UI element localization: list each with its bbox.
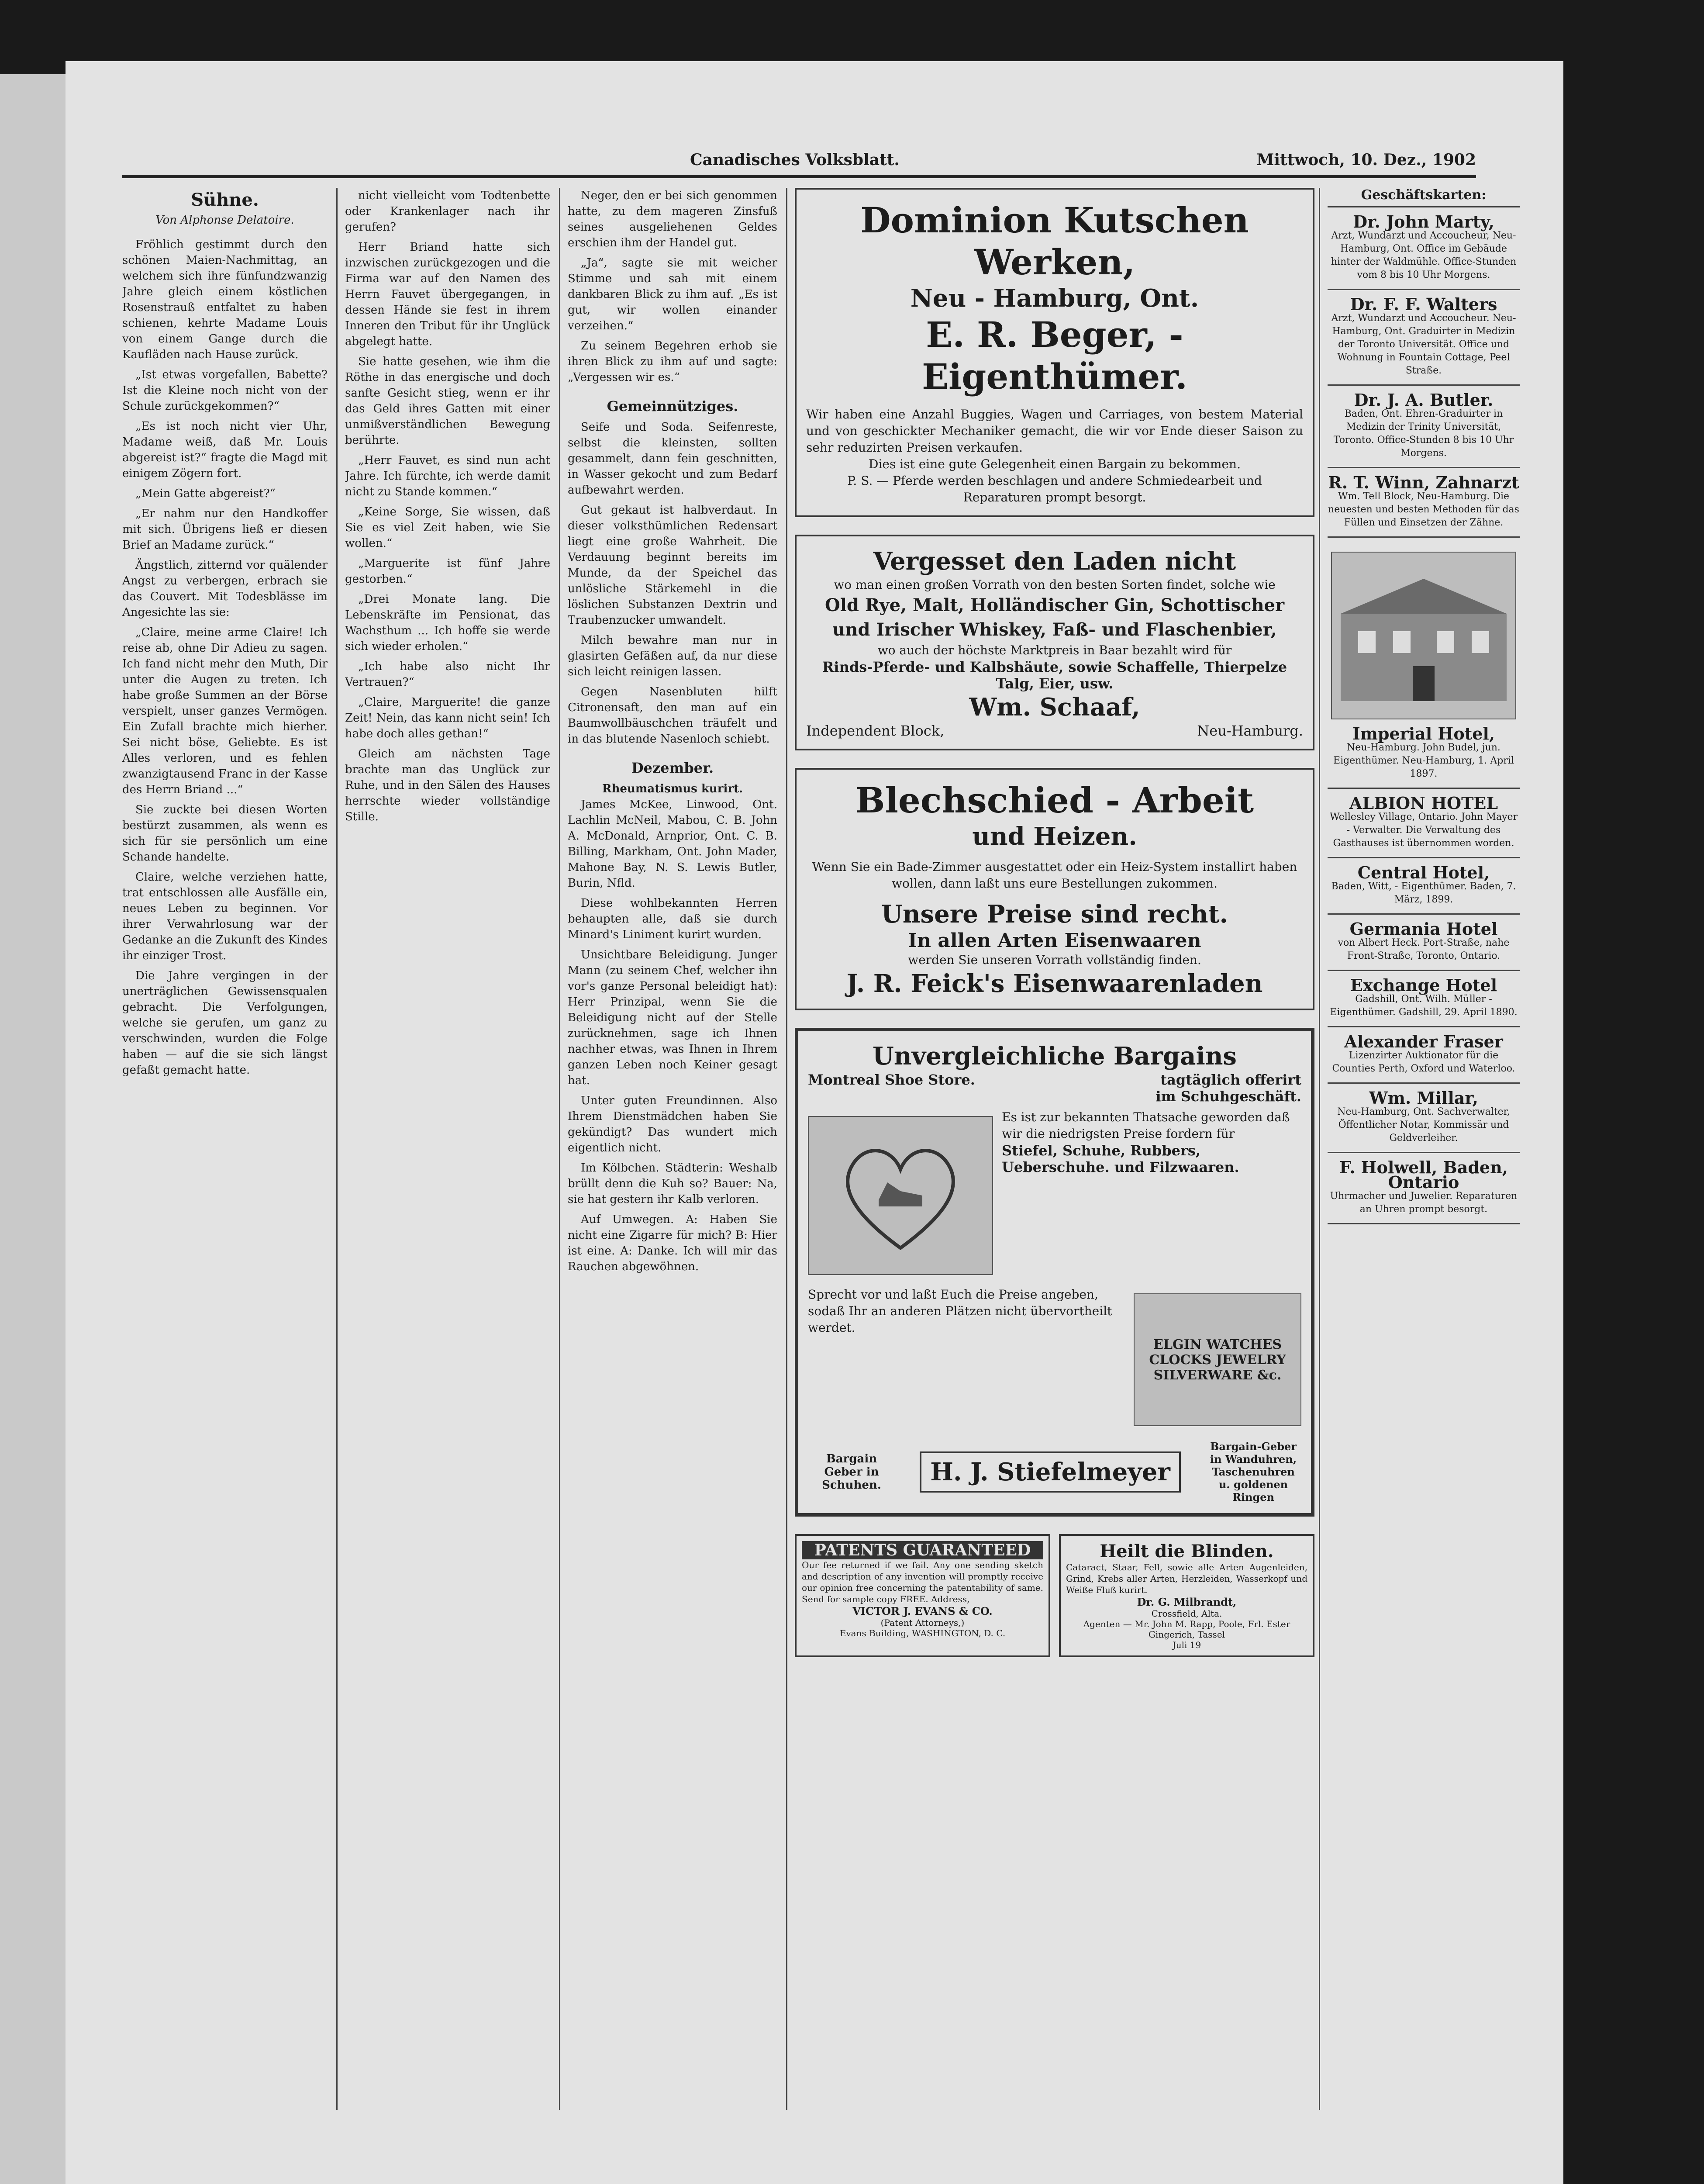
humor-paragraph: Auf Umwegen. A: Haben Sie nicht eine Zigarre für mich? B: Hier ist eine. A: Danke. Ich will mir das Rauchen abgewöhnen. (568, 1213, 777, 1273)
story-column (122, 188, 328, 2110)
story-paragraph: Die Jahre vergingen in der unerträglichen Gewissensqualen gebracht. Die Verfolgungen, welche sie gerufen, um ganz zu verschwinden, wurden die Folge haben — auf die sie sich längst gefaßt gemacht hatte. (122, 969, 328, 1077)
ad-date: Juli 19 (1172, 1640, 1201, 1650)
column-rule (336, 188, 338, 2110)
story-paragraph: Neger, den er bei sich genommen hatte, zu dem mageren Zinsfuß seines ausgeliehenen Geldes erschien ihm der Handel gut. (568, 189, 777, 249)
business-card (1328, 207, 1520, 290)
story-paragraph: Ängstlich, zitternd vor quälender Angst zu verbergen, erbrach sie das Couvert. Mit Todesblässe im Angesichte las sie: (122, 559, 328, 619)
ad-goods: Stiefel, Schuhe, Rubbers, Ueberschuhe. und Filzwaaren. (1002, 1142, 1239, 1175)
card-name: ALBION HOTEL (1349, 793, 1498, 813)
business-card (1328, 858, 1520, 915)
story-paragraph: Zu seinem Begehren erhob sie ihren Blick zu ihm auf und sagte: „Vergessen wir es.“ (568, 339, 777, 384)
rheumatism-text: Diese wohlbekannten Herren behaupten alle, daß sie durch Minard's Liniment kurirt wurden. (568, 897, 777, 941)
card-name: F. Holwell, Baden, Ontario (1339, 1158, 1508, 1192)
business-card (1328, 1153, 1520, 1224)
useful-paragraph: Gut gekaut ist halbverdaut. In dieser volksthümlichen Redensart liegt eine große Wahrheit. Die Verdauung beginnt bereits im Munde, da der Speichel das unlösliche Stärkemehl in die löslichen Substanzen Dextrin und Traubenzucker umwandelt. (568, 504, 777, 627)
ad-left-label: Bargain Geber in Schuhen. (822, 1452, 881, 1492)
ad-agent-note: (Patent Attorneys,) (880, 1617, 965, 1628)
ad-place: Crossfield, Alta. (1151, 1608, 1222, 1619)
card-text: Wellesley Village, Ontario. John Mayer - Verwalter. Die Verwaltung des Gasthauses ist übernommen worden. (1329, 812, 1518, 849)
ad-place: Neu - Hamburg, Ont. (910, 284, 1199, 313)
story-paragraph: Herr Briand hatte sich inzwischen zurückgezogen und die Firma war auf den Namen des Herrn Fauvet übergegangen, in dessen Hände sie fest in ihrem Inneren den Tribut für ihr Unglück abgelegt hatte. (345, 241, 550, 348)
ad-title: Vergesset den Laden nicht (873, 547, 1236, 576)
story-paragraph: „Mein Gatte abgereist?“ (135, 487, 276, 500)
issue-date: Mittwoch, 10. Dez., 1902 (1256, 151, 1476, 169)
story-paragraph: „Marguerite ist fünf Jahre gestorben.“ (345, 557, 550, 586)
story-title: Sühne. (191, 190, 259, 210)
card-name: Dr. J. A. Butler. (1354, 390, 1494, 410)
elgin-watch-illustration: ELGIN WATCHES CLOCKS JEWELRY SILVERWARE &c. (1134, 1293, 1301, 1426)
ad-blinden (1059, 1534, 1314, 1657)
story-column-2 (345, 188, 550, 2110)
business-card (1328, 468, 1520, 538)
business-card (1328, 538, 1520, 789)
card-name: Exchange Hotel (1350, 975, 1497, 995)
business-directory (1328, 188, 1520, 1224)
masthead (122, 149, 1476, 178)
paper-name: Canadisches Volksblatt. (690, 151, 900, 169)
story-paragraph: Fröhlich gestimmt durch den schönen Maien-Nachmittag, an welchem sich ihre fünfundzwanzig Jahre gleich einem köstlichen Rosenstrauß entfaltet zu haben schienen, kehrte Madame Louis von einem Gange durch die Kaufläden nach Hause zurück. (122, 238, 328, 361)
ad-title: Heilt die Blinden. (1100, 1541, 1274, 1562)
story-paragraph: „Ich habe also nicht Ihr Vertrauen?“ (345, 660, 550, 689)
card-text: Gadshill, Ont. Wilh. Müller - Eigenthümer. Gadshill, 29. April 1890. (1330, 994, 1518, 1018)
directory-title: Geschäftskarten: (1328, 188, 1520, 207)
ad-agents: Agenten — Mr. John M. Rapp, Poole, Frl. Ester Gingerich, Tassel (1083, 1619, 1290, 1640)
ad-block: Independent Block, (806, 722, 945, 739)
ad-text: Wenn Sie ein Bade-Zimmer ausgestattet oder ein Heiz-System installirt haben wollen, dann laßt uns eure Bestellungen zukommen. (812, 860, 1297, 891)
card-name: Central Hotel, (1357, 863, 1490, 882)
ad-kutschen-werken (795, 188, 1314, 517)
business-card (1328, 290, 1520, 386)
humor-paragraph: Im Kölbchen. Städterin: Weshalb brüllt denn die Kuh so? Bauer: Na, sie hat gestern ihr Kalb verloren. (568, 1161, 777, 1206)
advertisements (795, 188, 1314, 1675)
shoe-illustration (808, 1116, 993, 1275)
ad-ps: P. S. — Pferde werden beschlagen und andere Schmiedearbeit und Reparaturen prompt besorgt. (847, 473, 1262, 505)
card-text: Arzt, Wundarzt und Accoucheur. Neu-Hamburg, Ont. Graduirter in Medizin der Toronto Universität. Office und Wohnung in Fountain Cottage, Peel Straße. (1331, 313, 1516, 376)
useful-paragraph: Gegen Nasenbluten hilft Citronensaft, den man auf ein Baumwollbäuschchen träufelt und in das blutende Nasenloch schiebt. (568, 685, 777, 746)
ad-goods: Old Rye, Malt, Holländischer Gin, Schottischer und Irischer Whiskey, Faß- und Flaschenbier, (824, 595, 1285, 640)
business-card (1328, 386, 1520, 468)
card-name: Imperial Hotel, (1352, 724, 1495, 743)
card-text: Uhrmacher und Juwelier. Reparaturen an Uhren prompt besorgt. (1330, 1191, 1518, 1215)
ad-stiefelmeyer (795, 1028, 1314, 1517)
card-text: Neu-Hamburg. John Budel, jun. Eigenthümer. Neu-Hamburg, 1. April 1897. (1333, 742, 1514, 779)
ad-title: Unvergleichliche Bargains (873, 1042, 1237, 1071)
card-text: Neu-Hamburg, Ont. Sachverwalter, Öffentlicher Notar, Kommissär und Geldverleiher. (1337, 1106, 1510, 1144)
card-text: von Albert Heck. Port-Straße, nahe Front-Straße, Toronto, Ontario. (1338, 937, 1510, 961)
story-paragraph: „Keine Sorge, Sie wissen, daß Sie es viel Zeit haben, wie Sie wollen.“ (345, 505, 550, 550)
ad-offer: tagtäglich offerirt (1160, 1071, 1301, 1088)
story-paragraph: „Es ist noch nicht vier Uhr, Madame weiß, daß Mr. Louis abgereist ist?“ fragte die Magd mit einigem Zögern fort. (122, 420, 328, 480)
column-rule (786, 188, 787, 2110)
ad-town: Neu-Hamburg. (1197, 722, 1303, 739)
card-name: Wm. Millar, (1369, 1088, 1478, 1108)
story-paragraph: „Claire, meine arme Claire! Ich reise ab, ohne Dir Adieu zu sagen. Ich fand nicht mehr den Muth, Dir unter die Augen zu treten. Ich habe große Summen an der Börse verspielt, unser ganzes Vermögen. Ein Zufall brachte mich hierher. Sei nicht böse, Geliebte. Es ist Alles verloren, und es fehlen zwanzigtausend Franc in der Kasse des Herrn Briand ...“ (122, 626, 328, 796)
card-text: Wm. Tell Block, Neu-Hamburg. Die neuesten und besten Methoden für das Füllen und Einsetzen der Zähne. (1328, 491, 1519, 528)
newspaper-page (66, 61, 1563, 2184)
previous-page-edge (0, 74, 66, 2184)
ad-text: Es ist zur bekannten Thatsache geworden daß wir die niedrigsten Preise fordern für (1002, 1110, 1290, 1141)
useful-paragraph: Milch bewahre man nur in glasirten Gefäßen auf, da nur diese sich leicht reinigen lassen. (568, 634, 777, 678)
story-paragraph: „Er nahm nur den Handkoffer mit sich. Übrigens ließ er diesen Brief an Madame zurück.“ (122, 507, 328, 552)
rheumatism-title: Rheumatismus kurirt. (602, 782, 743, 795)
ad-name: H. J. Stiefelmeyer (920, 1451, 1181, 1493)
story-paragraph: „Claire, Marguerite! die ganze Zeit! Nein, das kann nicht sein! Ich habe doch alles gethan!“ (345, 696, 550, 740)
ad-feick (795, 768, 1314, 1010)
business-card (1328, 971, 1520, 1027)
humor-paragraph: Unter guten Freundinnen. Also Ihrem Dienstmädchen haben Sie gekündigt? Das wundert mich eigentlich nicht. (568, 1094, 777, 1154)
story-byline: Von Alphonse Delatoire. (155, 214, 294, 227)
ad-patents (795, 1534, 1050, 1657)
ad-slogan: Unsere Preise sind recht. (881, 900, 1228, 929)
card-text: Arzt, Wundarzt und Accoucheur, Neu-Hamburg, Ont. Office im Gebäude hinter der Waldmühle. Office-Stunden vom 8 bis 10 Uhr Morgens. (1331, 230, 1517, 280)
hotel-illustration (1331, 552, 1516, 719)
ad-shop: J. R. Feick's Eisenwaarenladen (846, 969, 1263, 998)
ad-prices: wo auch der höchste Marktpreis in Baar bezahlt wird für (877, 643, 1232, 657)
ad-doctor: Dr. G. Milbrandt, (1137, 1596, 1237, 1608)
ad-address: Evans Building, WASHINGTON, D. C. (839, 1628, 1006, 1638)
ad-offer-2: im Schuhgeschäft. (1156, 1088, 1301, 1105)
story-paragraph: „Ist etwas vorgefallen, Babette? Ist die Kleine noch nicht von der Schule zurückgekommen?“ (122, 368, 328, 413)
ad-owner: E. R. Beger, - Eigenthümer. (922, 314, 1187, 397)
ad-subtitle: und Heizen. (972, 822, 1137, 851)
card-name: Dr. John Marty, (1353, 212, 1494, 232)
story-paragraph: Claire, welche verziehen hatte, trat entschlossen alle Ausfälle ein, neues Leben zu beginnen. Vor ihrer Verwahrlosung war der Gedanke an die Zukunft des Kindes ihr einziger Trost. (122, 871, 328, 962)
rheumatism-names: James McKee, Linwood, Ont. Lachlin McNeil, Mabou, C. B. John A. McDonald, Arnprior, Ont. C. B. Billing, Markham, Ont. John Mader, Mahone Bay, N. S. Lewis Butler, Burin, Nfld. (568, 798, 777, 890)
card-name: Alexander Fraser (1344, 1032, 1503, 1051)
business-card (1328, 915, 1520, 971)
ad-note: Dies ist eine gute Gelegenheit einen Bargain zu bekommen. (869, 457, 1241, 471)
misc-column (568, 188, 777, 2110)
card-name: Dr. F. F. Walters (1350, 294, 1497, 314)
december-title: Dezember. (631, 760, 714, 776)
ad-sub: In allen Arten Eisenwaaren (908, 930, 1201, 952)
story-paragraph: „Ja“, sagte sie mit weicher Stimme und sah mit einem dankbaren Blick zu ihm auf. „Es ist gut, wir wollen einander verzeihen.“ (568, 256, 777, 332)
story-paragraph: Sie zuckte bei diesen Worten bestürzt zusammen, als wenn es sich für sie persönlich um eine Schande handelte. (122, 803, 328, 864)
column-rule (559, 188, 560, 2110)
section-title: Gemeinnütziges. (607, 398, 738, 415)
ad-right-label: Bargain-Geber in Wanduhren, Taschenuhren u. goldenen Ringen (1210, 1440, 1297, 1503)
ad-note: werden Sie unseren Vorrath vollständig finden. (908, 953, 1201, 967)
ad-text: Wir haben eine Anzahl Buggies, Wagen und Carriages, von bestem Material und von geschickter Mechaniker gemacht, die wir vor Ende dieser Saison zu sehr reduzirten Preisen verkaufen. (806, 407, 1303, 455)
card-text: Baden, Witt, - Eigenthümer. Baden, 7. März, 1899. (1331, 881, 1516, 905)
story-paragraph: „Herr Fauvet, es sind nun acht Jahre. Ich fürchte, ich werde damit nicht zu Stande kommen.“ (345, 454, 550, 498)
ad-title: Blechschied - Arbeit (855, 780, 1254, 821)
ad-text: Cataract, Staar, Fell, sowie alle Arten Augenleiden, Grind, Krebs aller Arten, Herzleiden, Wasserkopf und Weiße Fluß kurirt. (1066, 1562, 1307, 1595)
ad-title: Dominion Kutschen Werken, (860, 200, 1249, 283)
ad-note: Sprecht vor und laßt Euch die Preise angeben, sodaß Ihr an anderen Plätzen nicht übervortheilt werdet. (808, 1287, 1112, 1335)
story-paragraph: nicht vielleicht vom Todtenbette oder Krankenlager nach ihr gerufen? (345, 189, 550, 234)
useful-paragraph: Seife und Soda. Seifenreste, selbst die kleinsten, sollten gesammelt, dann fein geschnitten, in Wasser gekocht und zum Bedarf aufbewahrt werden. (568, 421, 777, 497)
card-text: Baden, Ont. Ehren-Graduirter in Medizin der Trinity Universität, Toronto. Office-Stunden 8 bis 10 Uhr Morgens. (1333, 408, 1514, 459)
hotel-building-icon (1332, 553, 1515, 719)
card-text: Lizenzirter Auktionator für die Counties Perth, Oxford und Waterloo. (1332, 1050, 1515, 1074)
story-paragraph: Sie hatte gesehen, wie ihm die Röthe in das energische und doch sanfte Gesicht stieg, wenn er ihr das Geld ihres Gatten mit einer unmißverständlichen Bewegung berührte. (345, 355, 550, 447)
ad-title: PATENTS GUARANTEED (802, 1541, 1043, 1559)
story-paragraph: Gleich am nächsten Tage brachte man das Unglück zur Ruhe, und in den Sälen des Hauses herrschte wieder vollständige Stille. (345, 747, 550, 823)
ad-name: Wm. Schaaf, (969, 693, 1140, 722)
ad-agent: VICTOR J. EVANS & CO. (852, 1605, 993, 1617)
card-name: R. T. Winn, Zahnarzt (1328, 473, 1519, 492)
ad-store: Montreal Shoe Store. (808, 1071, 975, 1088)
humor-paragraph: Unsichtbare Beleidigung. Junger Mann (zu seinem Chef, welcher ihn vor's ganze Personal beleidigt hat): Herr Prinzipal, wenn Sie die Beleidigung nicht auf der Stelle zurücknehmen, sage ich Ihnen nachher etwas, was Ihnen in Ihrem ganzen Leben noch Keiner gesagt hat. (568, 948, 777, 1087)
card-name: Germania Hotel (1349, 919, 1498, 939)
business-card (1328, 1027, 1520, 1084)
story-paragraph: „Drei Monate lang. Die Lebenskräfte im Pensionat, das Wachsthum ... Ich hoffe sie werde sich wieder erholen.“ (345, 593, 550, 653)
business-card (1328, 1084, 1520, 1153)
business-card (1328, 789, 1520, 858)
ad-schaaf (795, 535, 1314, 750)
ad-hides: Rinds-Pferde- und Kalbshäute, sowie Schaffelle, Thierpelze Talg, Eier, usw. (822, 659, 1287, 692)
ad-intro: wo man einen großen Vorrath von den besten Sorten findet, solche wie (834, 577, 1276, 592)
ad-text: Our fee returned if we fail. Any one sending sketch and description of any invention will promptly receive our opinion free concerning the patentability of same. Send for sample copy FREE. Address, (802, 1560, 1043, 1604)
column-rule (1319, 188, 1320, 2110)
heart-shoe-icon (835, 1134, 966, 1257)
